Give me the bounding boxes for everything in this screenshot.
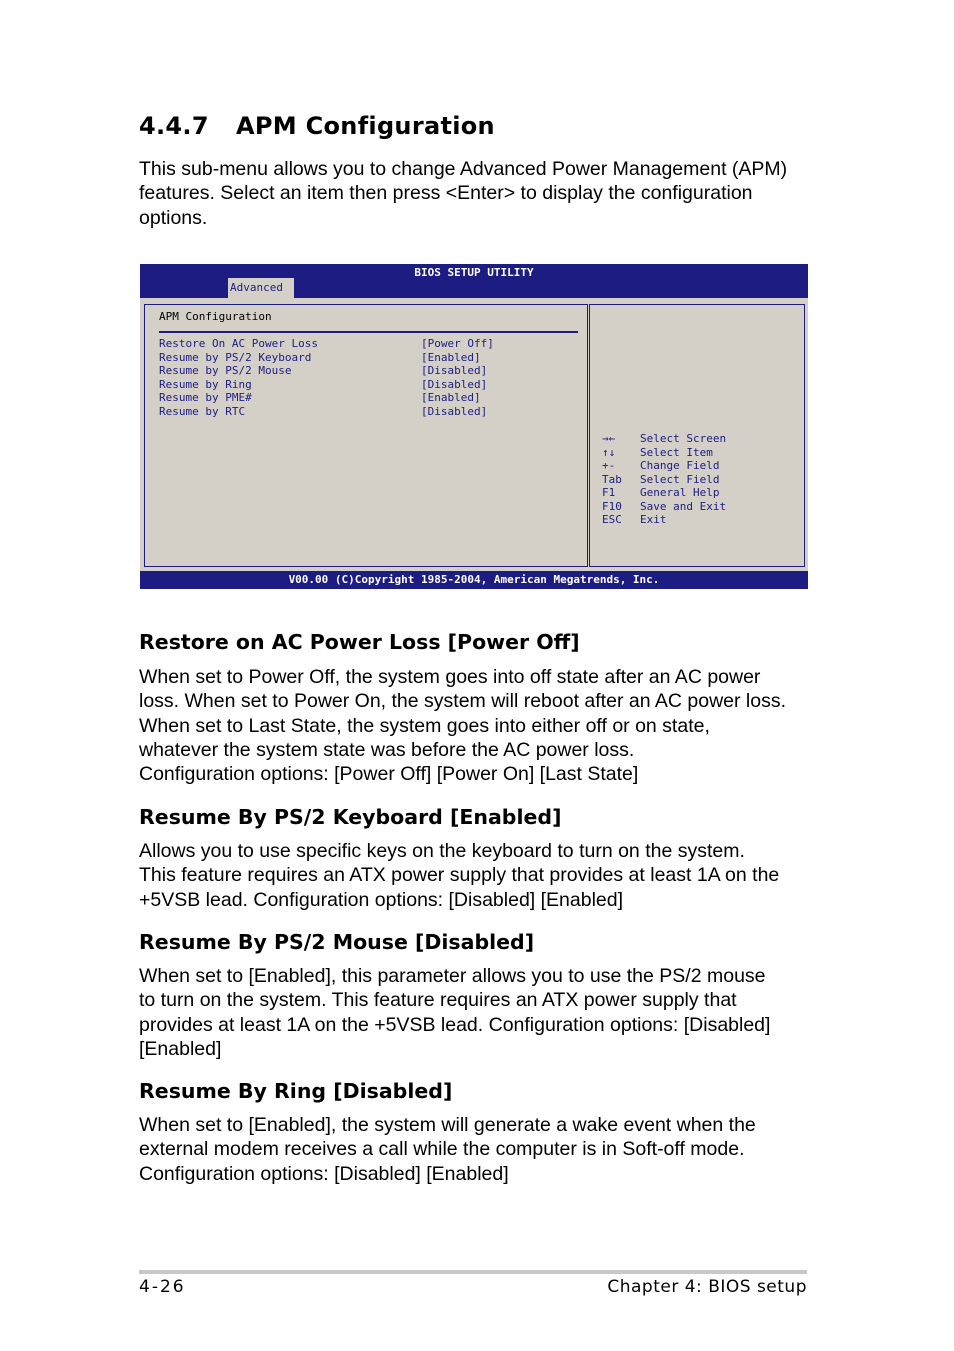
chapter-label: Chapter 4: BIOS setup [607, 1277, 807, 1297]
help-change-field [602, 459, 719, 473]
help-key: Tab [602, 472, 622, 486]
help-key: F1 [602, 486, 616, 499]
heading-restore-ac: Restore on AC Power Loss [Power Off] [139, 630, 580, 654]
section-title-text: APM Configuration [236, 112, 495, 140]
paragraph-line: loss. When set to Power On, the system will reboot after an AC power loss. [139, 690, 787, 713]
bios-help-panel [589, 304, 805, 567]
help-select-field [602, 473, 719, 487]
bios-item-resume-rtc[interactable] [159, 405, 487, 419]
paragraph-line: whatever the system state was before the AC power loss. [139, 738, 635, 761]
help-action: Select Item [640, 445, 713, 459]
paragraph-line: Configuration options: [Disabled] [Enabled] [139, 1162, 509, 1185]
bios-item-label: Resume by PS/2 Keyboard [159, 350, 312, 364]
paragraph-line: +5VSB lead. Configuration options: [Disabled] [Enabled] [139, 888, 624, 911]
help-action: Exit [640, 513, 667, 526]
bios-item-resume-mouse[interactable] [159, 364, 487, 378]
section-number: 4.4.7 [139, 112, 209, 140]
page-number: 4-26 [139, 1277, 186, 1297]
help-action: Change Field [640, 459, 720, 472]
bios-item-label: Resume by RTC [159, 404, 246, 418]
help-key: +- [602, 459, 616, 472]
intro-line: options. [139, 206, 208, 229]
bios-tab-advanced[interactable]: Advanced [228, 278, 294, 298]
bios-item-label: Resume by Ring [159, 377, 252, 391]
help-key: F10 [602, 499, 622, 513]
bios-item-label: Resume by PME# [159, 391, 252, 404]
bios-item-value: [Disabled] [421, 364, 488, 377]
paragraph-line: This feature requires an ATX power supply that provides at least 1A on the [139, 864, 780, 887]
bios-copyright-bar: V00.00 (C)Copyright 1985-2004, American Megatrends, Inc. [140, 571, 808, 589]
help-action: General Help [640, 486, 720, 499]
paragraph-line: to turn on the system. This feature requires an ATX power supply that [139, 989, 737, 1012]
paragraph-line: When set to [Enabled], this parameter allows you to use the PS/2 mouse [139, 965, 766, 987]
bios-item-label: Restore On AC Power Loss [159, 337, 318, 350]
help-save-exit [602, 500, 726, 514]
arrows-up-down-icon: ↑↓ [602, 445, 616, 459]
paragraph-resume-mouse [139, 964, 819, 1061]
bios-divider [159, 331, 578, 333]
paragraph-line: When set to Power Off, the system goes into off state after an AC power [139, 666, 761, 688]
heading-resume-ring: Resume By Ring [Disabled] [139, 1079, 453, 1103]
help-action: Select Screen [640, 432, 727, 445]
help-key: ESC [602, 513, 622, 526]
bios-item-value: [Enabled] [421, 391, 481, 404]
help-action: Select Field [640, 472, 720, 486]
bios-item-resume-pme[interactable] [159, 391, 481, 405]
bios-item-value: [Disabled] [421, 404, 488, 418]
paragraph-line: Allows you to use specific keys on the keyboard to turn on the system. [139, 840, 745, 862]
paragraph-line: provides at least 1A on the +5VSB lead. Configuration options: [Disabled] [139, 1013, 771, 1036]
paragraph-restore-ac [139, 665, 819, 786]
heading-resume-keyboard: Resume By PS/2 Keyboard [Enabled] [139, 805, 562, 829]
help-action: Save and Exit [640, 499, 727, 513]
paragraph-line: external modem receives a call while the computer is in Soft-off mode. [139, 1138, 745, 1161]
intro-line: features. Select an item then press <Enter> to display the configuration [139, 182, 753, 205]
heading-resume-mouse: Resume By PS/2 Mouse [Disabled] [139, 930, 535, 954]
bios-item-value: [Power Off] [421, 337, 494, 350]
bios-item-label: Resume by PS/2 Mouse [159, 364, 292, 377]
intro-paragraph [139, 157, 819, 230]
footer-rule [139, 1270, 807, 1274]
bios-item-resume-keyboard[interactable] [159, 351, 481, 365]
help-exit [602, 513, 667, 527]
bios-screenshot [140, 264, 808, 589]
paragraph-line: [Enabled] [139, 1037, 222, 1060]
section-title [139, 112, 495, 140]
bios-header-bar [140, 264, 808, 298]
bios-menu-panel [144, 304, 588, 567]
paragraph-resume-ring [139, 1113, 819, 1186]
help-select-item [602, 446, 713, 460]
help-general-help [602, 486, 719, 500]
bios-menu-title: APM Configuration [159, 310, 272, 323]
bios-item-value: [Enabled] [421, 350, 481, 364]
bios-title: BIOS SETUP UTILITY [414, 266, 534, 279]
intro-line: This sub-menu allows you to change Advanced Power Management (APM) [139, 158, 788, 180]
paragraph-line: When set to Last State, the system goes into either off or on state, [139, 714, 710, 737]
paragraph-line: Configuration options: [Power Off] [Power On] [Last State] [139, 763, 639, 786]
bios-item-value: [Disabled] [421, 377, 488, 391]
arrows-left-right-icon: →← [602, 432, 616, 445]
paragraph-line: When set to [Enabled], the system will generate a wake event when the [139, 1114, 756, 1136]
help-select-screen [602, 432, 726, 446]
bios-item-resume-ring[interactable] [159, 378, 487, 392]
paragraph-resume-keyboard [139, 839, 819, 912]
bios-item-restore-ac[interactable] [159, 337, 494, 351]
